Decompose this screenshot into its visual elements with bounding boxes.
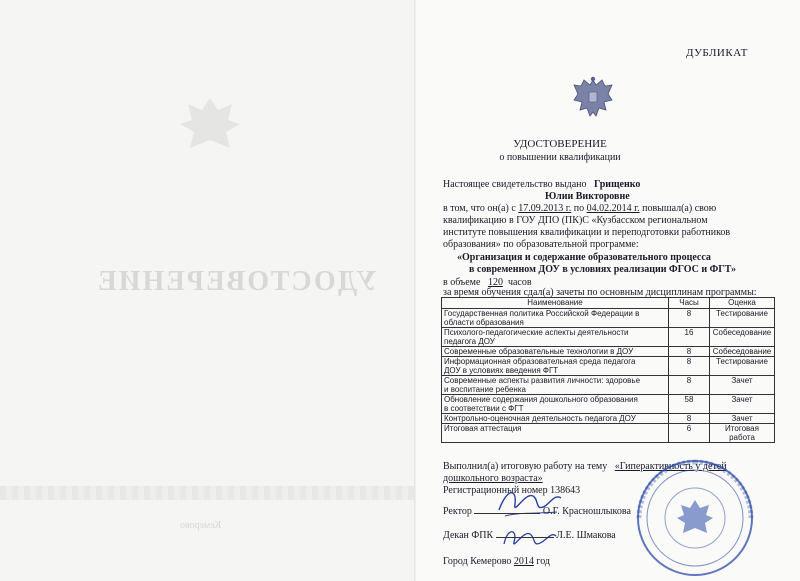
cell-name: Обновление содержания дошкольного образования в соответствии с ФГТ xyxy=(442,395,669,414)
cell-grade: Собеседование xyxy=(710,347,775,357)
rector-line xyxy=(443,506,631,518)
exams-line: за время обучения сдал(а) зачеты по основным дисциплинам программы: xyxy=(443,287,757,298)
cell-name: Современные аспекты развития личности: здоровье и воспитание ребенка xyxy=(442,376,669,395)
table-row xyxy=(442,309,775,328)
rector-role: Ректор xyxy=(443,506,472,517)
cell-hours: 8 xyxy=(669,347,710,357)
cell-grade: Собеседование xyxy=(710,328,775,347)
header-grade: Оценка xyxy=(710,298,775,309)
recipient-given-names: Юлии Викторовне xyxy=(545,191,630,202)
volume-prefix: в объеме xyxy=(443,277,481,288)
cell-grade: Зачет xyxy=(710,414,775,424)
table-row xyxy=(442,424,775,443)
dean-name: Л.Е. Шмакова xyxy=(556,530,616,541)
cell-hours: 16 xyxy=(669,328,710,347)
recipient-surname: Грищенко xyxy=(594,179,641,190)
cell-grade: Итоговая работа xyxy=(710,424,775,443)
program-line-2: в современном ДОУ в условиях реализации ФГОС и ФГТ» xyxy=(469,264,736,275)
period-line xyxy=(443,203,716,215)
rector-name: О.Г. Красношлыкова xyxy=(542,506,631,517)
period-mid: по xyxy=(573,203,585,214)
cell-hours: 8 xyxy=(669,309,710,328)
city-year: 2014 xyxy=(513,556,534,567)
date-to: 04.02.2014 г. xyxy=(586,203,640,214)
cell-grade: Тестирование xyxy=(710,309,775,328)
dean-role: Декан ФПК xyxy=(443,530,494,541)
date-from: 17.09.2013 г. xyxy=(518,203,572,214)
program-line-1: «Организация и содержание образовательного процесса xyxy=(457,252,711,263)
institution-line-1: квалификацию в ГОУ ДПО (ПК)С «Кузбасском региональном xyxy=(443,215,708,226)
table-row xyxy=(442,395,775,414)
cell-grade: Тестирование xyxy=(710,357,775,376)
cell-name: Контрольно-оценочная деятельность педагога ДОУ xyxy=(442,414,669,424)
cell-name: Современные образовательные технологии в ДОУ xyxy=(442,347,669,357)
certificate-title: УДОСТОВЕРЕНИЕ xyxy=(513,138,607,150)
ghost-city: Кемерово xyxy=(180,520,222,531)
dean-line xyxy=(443,530,616,542)
volume-hours: 120 xyxy=(487,277,503,288)
final-work-topic-2: дошкольного возраста» xyxy=(443,473,543,484)
cell-name: Информационная образовательная среда педагога ДОУ в условиях введения ФГТ xyxy=(442,357,669,376)
cell-hours: 8 xyxy=(669,376,710,395)
institution-line-2: институте повышения квалификации и переподготовки работников xyxy=(443,227,731,238)
duplicate-label: ДУБЛИКАТ xyxy=(686,47,748,59)
cell-hours: 58 xyxy=(669,395,710,414)
city-line xyxy=(443,556,550,568)
cell-name: Итоговая аттестация xyxy=(442,424,669,443)
certificate-subtitle: о повышении квалификации xyxy=(499,152,621,163)
official-seal-icon xyxy=(635,458,755,578)
table-header-row xyxy=(442,298,775,309)
period-prefix: в том, что он(а) с xyxy=(443,203,516,214)
cell-grade: Зачет xyxy=(710,376,775,395)
ghost-ornament-band xyxy=(0,486,430,500)
rector-signature-line xyxy=(474,513,540,514)
cell-hours: 8 xyxy=(669,414,710,424)
table-row xyxy=(442,414,775,424)
double-headed-eagle-icon xyxy=(572,76,614,120)
table-row xyxy=(442,376,775,395)
ghost-emblem-icon xyxy=(170,90,250,160)
cell-name: Государственная политика Российской Федерации в области образования xyxy=(442,309,669,328)
period-suffix: повышал(а) свою xyxy=(642,203,717,214)
institution-line-3: образования» по образовательной программе: xyxy=(443,239,639,250)
header-hours: Часы xyxy=(669,298,710,309)
issued-prefix: Настоящее свидетельство выдано xyxy=(443,179,587,190)
ghost-title: УДОСТОВЕРЕНИЕ xyxy=(96,266,377,297)
table-row xyxy=(442,328,775,347)
final-work-topic-1: «Гиперактивность у детей xyxy=(614,461,727,472)
disciplines-table xyxy=(441,297,775,443)
registration-number: Регистрационный номер 138643 xyxy=(443,485,581,496)
final-work-prefix: Выполнил(а) итоговую работу на тему xyxy=(443,461,608,472)
table-row xyxy=(442,357,775,376)
cell-name: Психолого-педагогические аспекты деятельности педагога ДОУ xyxy=(442,328,669,347)
city-prefix: Город Кемерово xyxy=(443,556,512,567)
cell-hours: 8 xyxy=(669,357,710,376)
volume-suffix: часов xyxy=(507,277,532,288)
table-row xyxy=(442,347,775,357)
dean-signature-line xyxy=(496,537,554,538)
issued-line xyxy=(443,179,640,191)
cell-grade: Зачет xyxy=(710,395,775,414)
city-suffix: год xyxy=(536,556,551,567)
header-name: Наименование xyxy=(442,298,669,309)
cell-hours: 6 xyxy=(669,424,710,443)
